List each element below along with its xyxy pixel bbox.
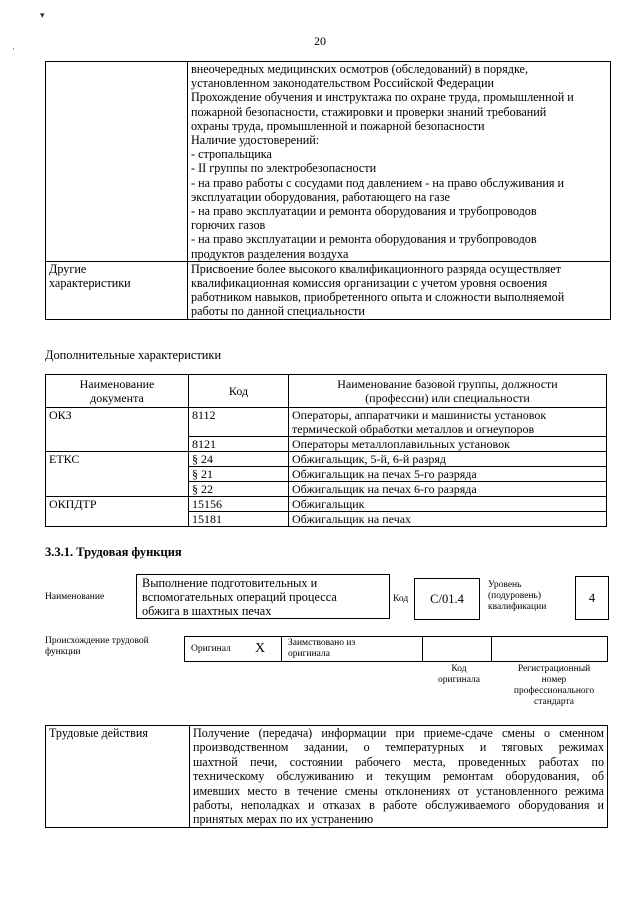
label-line: Регистрационный bbox=[517, 664, 591, 674]
label-line: квалификации bbox=[488, 602, 547, 612]
code-cell: 15156 bbox=[189, 497, 289, 512]
text-line: термической обработки металлов и огнеупоров bbox=[292, 422, 535, 436]
text-line: внеочередных медицинских осмотров (обследований) в порядке, bbox=[191, 62, 529, 76]
row-label bbox=[46, 261, 188, 319]
text-line: вспомогательных операций процесса bbox=[142, 590, 337, 605]
table-row bbox=[46, 408, 607, 437]
label-line: оригинала bbox=[438, 675, 480, 685]
text-line: Операторы, аппаратчики и машинисты установок bbox=[292, 408, 547, 422]
name-cell: Обжигальщик на печах 6-го разряда bbox=[289, 482, 607, 497]
header-code: Код bbox=[189, 375, 289, 408]
labor-function-title: 3.3.1. Трудовая функция bbox=[45, 545, 182, 559]
reg-number-caption bbox=[498, 664, 610, 708]
requirements-table bbox=[45, 61, 611, 320]
text-line: - на право работы с сосудами под давлением - на право обслуживания и bbox=[191, 175, 565, 190]
section-title: Дополнительные характеристики bbox=[45, 348, 222, 362]
divider bbox=[491, 637, 492, 661]
origin-label bbox=[45, 636, 149, 658]
label-line: характеристики bbox=[49, 276, 131, 291]
text-line: Выполнение подготовительных и bbox=[142, 576, 318, 590]
row-label bbox=[46, 62, 188, 262]
header-line: документа bbox=[90, 391, 144, 405]
origin-box bbox=[184, 636, 608, 662]
scan-mark: · bbox=[12, 44, 15, 54]
label-line: Уровень bbox=[488, 580, 522, 590]
table-row bbox=[46, 62, 611, 262]
text-line: Получение (передача) информации при приеме-сдаче смены о сменном bbox=[193, 726, 604, 740]
name-cell: Обжигальщик на печах bbox=[289, 512, 607, 527]
text-line: - на право эксплуатации и ремонта оборудования и трубопроводов bbox=[191, 204, 537, 219]
text-line: горючих газов bbox=[191, 218, 266, 233]
label-line: Заимствовано из bbox=[288, 638, 356, 648]
code-cell: § 21 bbox=[189, 467, 289, 482]
label-line: (подуровень) bbox=[488, 591, 542, 601]
header-line: Наименование базовой группы, должности bbox=[337, 377, 558, 391]
text-line: - II группы по электробезопасности bbox=[191, 161, 377, 176]
labor-actions-table bbox=[45, 725, 608, 828]
qualification-level-box: 4 bbox=[575, 576, 609, 620]
text-line: Наличие удостоверений: bbox=[191, 133, 320, 148]
header-line: (профессии) или специальности bbox=[365, 391, 530, 405]
text-line: - на право эксплуатации и ремонта оборудования и трубопроводов bbox=[191, 232, 537, 247]
text-line: охраны труда, промышленной и пожарной безопасности bbox=[191, 118, 485, 133]
code-cell: 8121 bbox=[189, 437, 289, 452]
code-cell: 15181 bbox=[189, 512, 289, 527]
text-line: работы, неполадках и отказах в работе обслуживаемого оборудования и bbox=[193, 798, 604, 813]
row-content bbox=[188, 62, 611, 262]
text-line: производственном задании, о температурных и тяговых режимах bbox=[193, 740, 604, 755]
text-line: квалификационная комиссия организации с учетом уровня освоения bbox=[191, 276, 548, 291]
name-cell: Обжигальщик bbox=[289, 497, 607, 512]
header-document bbox=[46, 375, 189, 408]
text-line: техническому обслуживанию и текущим ремонтам оборудования, об bbox=[193, 769, 604, 784]
doc-cell: ОКЗ bbox=[46, 408, 189, 452]
code-cell: 8112 bbox=[189, 408, 289, 437]
divider bbox=[422, 637, 423, 661]
label-line: профессионального bbox=[513, 686, 595, 696]
name-cell: Операторы металлоплавильных установок bbox=[289, 437, 607, 452]
code-cell: § 24 bbox=[189, 452, 289, 467]
original-label: Оригинал bbox=[191, 644, 231, 654]
row-label: Трудовые действия bbox=[46, 726, 190, 828]
scan-mark: ▾ bbox=[40, 10, 45, 20]
function-name-box bbox=[136, 574, 390, 619]
header-name bbox=[289, 375, 607, 408]
text-line: Прохождение обучения и инструктажа по охране труда, промышленной и bbox=[191, 90, 574, 105]
level-label bbox=[488, 580, 546, 613]
label-line: Код bbox=[451, 664, 467, 674]
table-row bbox=[46, 261, 611, 319]
label-line: номер bbox=[541, 675, 567, 685]
label-line: стандарта bbox=[534, 697, 574, 707]
text-line: - стропальщика bbox=[191, 147, 272, 162]
header-line: Наименование bbox=[79, 377, 155, 391]
original-mark: X bbox=[255, 641, 266, 656]
text-line: эксплуатации оборудования, работающего на газе bbox=[191, 189, 450, 204]
text-line: продуктов разделения воздуха bbox=[191, 246, 349, 261]
table-row bbox=[46, 497, 607, 512]
text-line: принятых мерах по их устранению bbox=[193, 812, 374, 827]
table-row bbox=[46, 452, 607, 467]
text-line: Присвоение более высокого квалификационного разряда осуществляет bbox=[191, 261, 561, 276]
text-line: имевших место в течение смены отклонениях от установленного режима bbox=[193, 783, 604, 798]
row-content bbox=[188, 261, 611, 319]
text-line: шахтной печи, состоянии рабочего места, проведенных работах по bbox=[193, 754, 604, 769]
code-original-caption bbox=[424, 664, 494, 686]
function-code-box: С/01.4 bbox=[414, 578, 480, 620]
name-label: Наименование bbox=[45, 592, 105, 602]
header-row bbox=[46, 375, 607, 408]
row-content bbox=[190, 726, 608, 828]
name-cell: Обжигальщик, 5-й, 6-й разряд bbox=[289, 452, 607, 467]
text-line: установленном законодательством Российской Федерации bbox=[191, 76, 495, 91]
name-cell: Обжигальщик на печах 5-го разряда bbox=[289, 467, 607, 482]
page-number: 20 bbox=[314, 34, 326, 48]
doc-cell: ЕТКС bbox=[46, 452, 189, 497]
borrowed-label bbox=[288, 638, 355, 660]
divider bbox=[281, 637, 282, 661]
label-line: функции bbox=[45, 647, 81, 657]
doc-cell: ОКПДТР bbox=[46, 497, 189, 527]
label-line: оригинала bbox=[288, 649, 330, 659]
text-line: пожарной безопасности, стажировки и проверки знаний требований bbox=[191, 104, 547, 119]
label-line: Другие bbox=[49, 261, 87, 276]
table-row bbox=[46, 726, 608, 828]
name-cell bbox=[289, 408, 607, 437]
code-label: Код bbox=[393, 594, 409, 604]
label-line: Происхождение трудовой bbox=[45, 636, 149, 646]
code-cell: § 22 bbox=[189, 482, 289, 497]
text-line: работы по данной специальности bbox=[191, 304, 365, 319]
text-line: работником навыков, приобретенного опыта и сложности выполняемой bbox=[191, 290, 565, 305]
additional-characteristics-table bbox=[45, 374, 607, 527]
text-line: обжига в шахтных печах bbox=[142, 604, 272, 619]
